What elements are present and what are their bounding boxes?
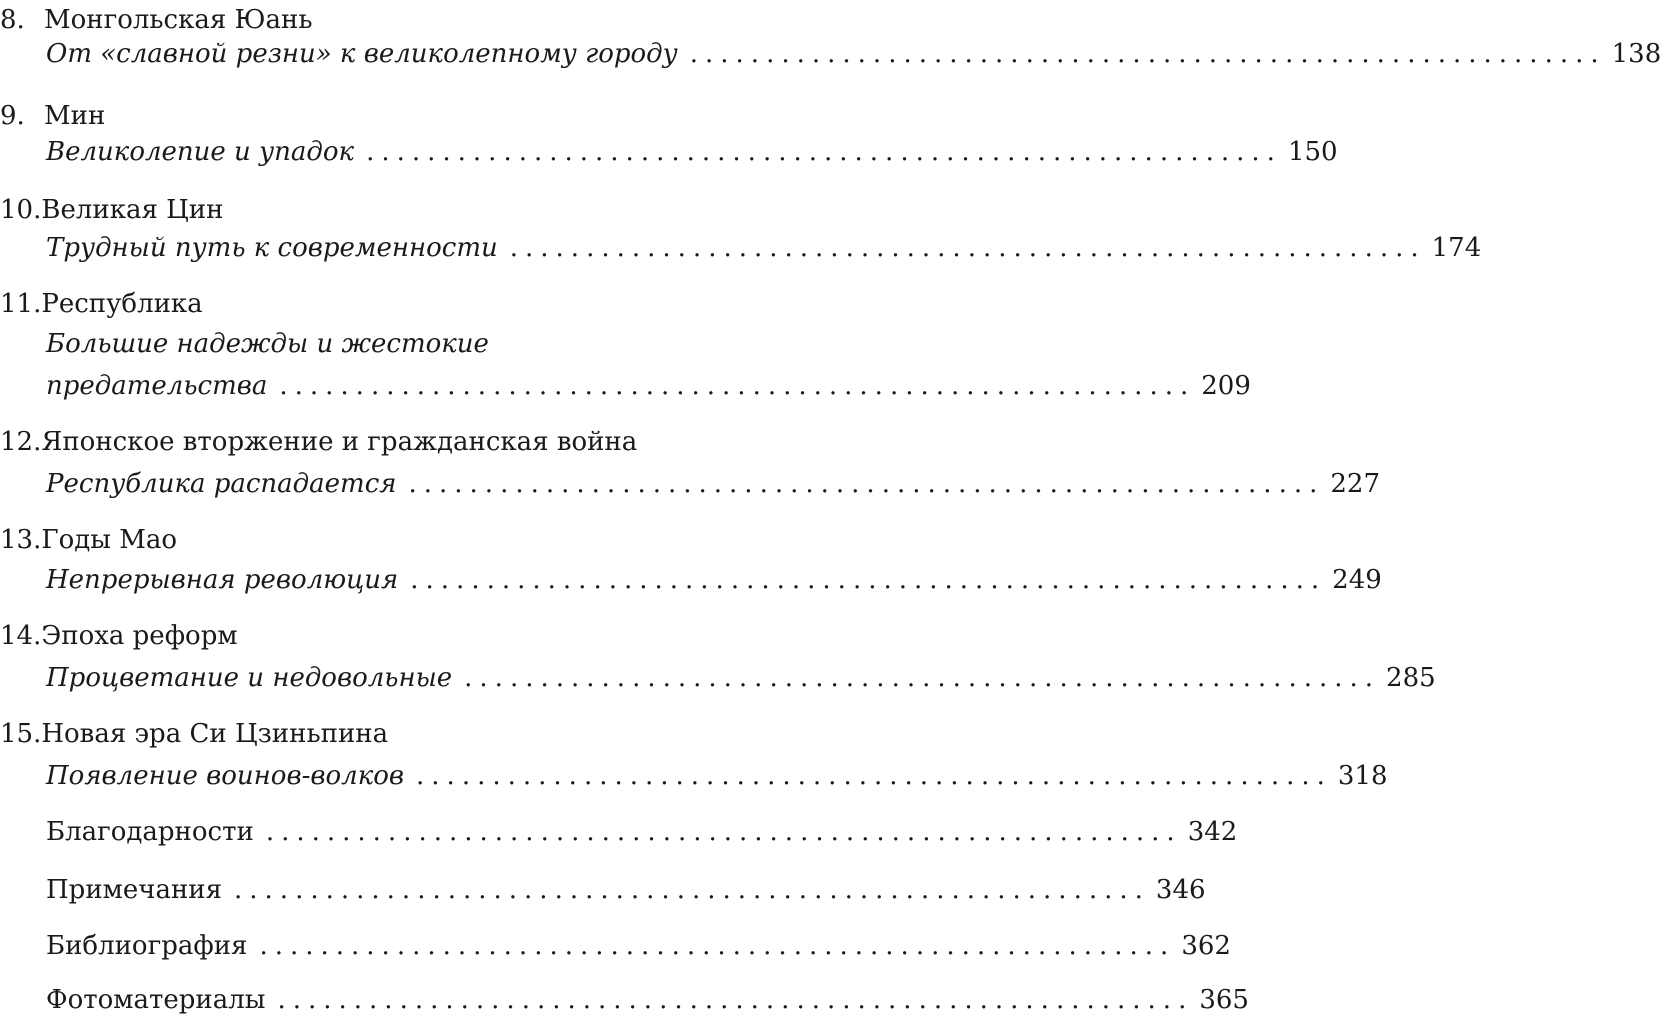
chapter-number: 13.	[0, 525, 42, 555]
page-number: 150	[1287, 137, 1338, 167]
chapter-subtitle: Великолепие и упадок	[46, 137, 355, 167]
dot-leader: ............................................................	[408, 469, 1325, 499]
toc-back-matter-acknowledgements[interactable]	[46, 812, 1238, 852]
page-number: 285	[1386, 663, 1436, 693]
toc-entry-line[interactable]	[46, 228, 1482, 268]
page-number: 138	[1611, 39, 1661, 69]
page-number: 365	[1199, 985, 1249, 1015]
page-number: 174	[1431, 233, 1482, 263]
chapter-subtitle: Появление воинов-волков	[46, 761, 405, 791]
page-number: 342	[1187, 817, 1238, 847]
page-number: 227	[1330, 469, 1381, 499]
chapter-subtitle: От «славной резни» к великолепному городу	[46, 39, 678, 69]
chapter-number: 9.	[0, 101, 25, 131]
chapter-subtitle: Республика распадается	[46, 469, 397, 499]
chapter-subtitle: Непрерывная революция	[46, 565, 399, 595]
dot-leader: ............................................................	[366, 137, 1282, 167]
page-number: 346	[1155, 875, 1206, 905]
toc-entry-line[interactable]	[46, 560, 1382, 600]
chapter-heading	[0, 190, 223, 230]
dot-leader: ............................................................	[277, 985, 1194, 1015]
toc-entry-line[interactable]	[46, 366, 1251, 406]
chapter-subtitle: Процветание и недовольные	[46, 663, 453, 693]
back-matter-title: Библиография	[46, 931, 248, 961]
toc-entry-line[interactable]	[46, 464, 1381, 504]
dot-leader: ............................................................	[410, 565, 1327, 595]
chapter-title: Новая эра Си Цзиньпина	[41, 719, 389, 749]
chapter-number: 11.	[0, 289, 42, 319]
chapter-heading	[0, 422, 637, 462]
chapter-title: Великая Цин	[41, 195, 224, 225]
toc-back-matter-photos[interactable]	[46, 980, 1249, 1020]
dot-leader: ............................................................	[234, 875, 1150, 905]
toc-back-matter-bibliography[interactable]	[46, 926, 1231, 966]
chapter-title: Монгольская Юань	[44, 5, 313, 35]
back-matter-title: Фотоматериалы	[46, 985, 266, 1015]
dot-leader: ............................................................	[509, 233, 1426, 263]
chapter-title: Японское вторжение и гражданская война	[41, 427, 638, 457]
chapter-number: 8.	[0, 5, 25, 35]
page-number: 209	[1201, 371, 1251, 401]
chapter-number: 10.	[0, 195, 42, 225]
chapter-heading	[0, 96, 105, 136]
chapter-number: 12.	[0, 427, 42, 457]
dot-leader: ............................................................	[265, 817, 1182, 847]
dot-leader: ............................................................	[689, 39, 1606, 69]
chapter-heading	[0, 520, 177, 560]
dot-leader: ............................................................	[416, 761, 1332, 791]
dot-leader: ............................................................	[259, 931, 1176, 961]
back-matter-title: Примечания	[46, 875, 223, 905]
chapter-heading	[0, 616, 238, 656]
chapter-subtitle: Трудный путь к современности	[46, 233, 498, 263]
page-number: 318	[1337, 761, 1388, 791]
chapter-heading	[0, 714, 388, 754]
chapter-number: 15.	[0, 719, 42, 749]
toc-back-matter-notes[interactable]	[46, 870, 1206, 910]
chapter-number: 14.	[0, 621, 42, 651]
back-matter-title: Благодарности	[46, 817, 254, 847]
chapter-title: Годы Мао	[41, 525, 177, 555]
chapter-subtitle-line-1: Большие надежды и жестокие	[46, 329, 489, 359]
chapter-heading	[0, 284, 203, 324]
chapter-title: Мин	[44, 101, 106, 131]
toc-entry-line[interactable]	[46, 756, 1388, 796]
chapter-subtitle: предательства	[46, 371, 268, 401]
chapter-title: Республика	[41, 289, 203, 319]
toc-entry-line[interactable]	[46, 34, 1661, 74]
toc-entry-line[interactable]	[46, 132, 1338, 172]
chapter-title: Эпоха реформ	[41, 621, 238, 651]
page-number: 249	[1332, 565, 1382, 595]
page-number: 362	[1181, 931, 1231, 961]
toc-entry-line[interactable]	[46, 658, 1436, 698]
dot-leader: ............................................................	[464, 663, 1381, 693]
dot-leader: ............................................................	[279, 371, 1196, 401]
